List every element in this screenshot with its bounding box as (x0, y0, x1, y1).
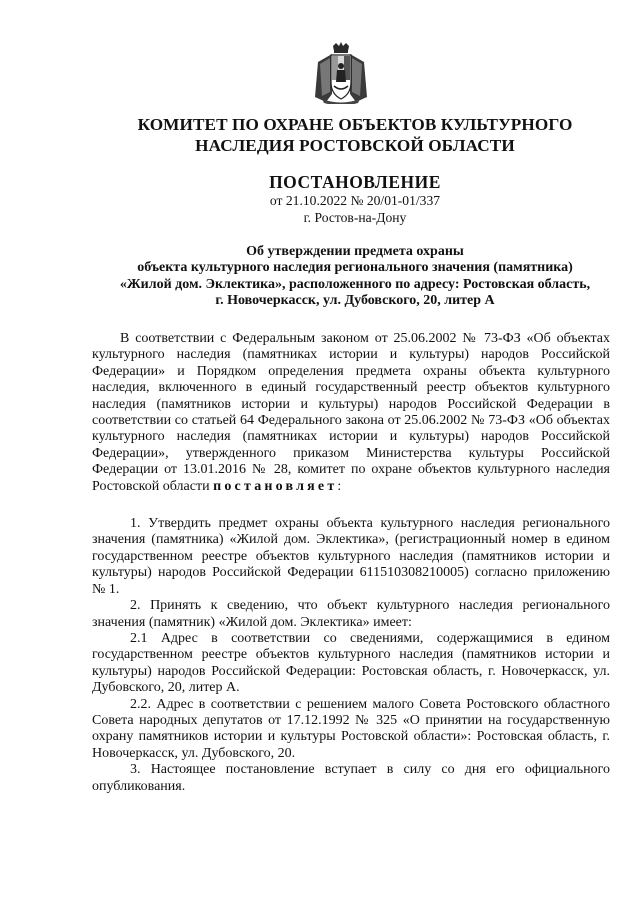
document-subject (80, 244, 630, 309)
subject-line4: г. Новочеркасск, ул. Дубовского, 20, литер А (215, 292, 495, 308)
committee-title-line2: НАСЛЕДИЯ РОСТОВСКОЙ ОБЛАСТИ (195, 136, 515, 155)
resolution-item: 2.2. Адрес в соответствии с решением малого Совета Ростовского областного Совета народных депутатов от 17.12.1992 № 325 «О принятии на государственную охрану памятников истории и культуры Ростовской области»: Ростовская область, г. Новочеркасск, ул. Дубовского, 20. (92, 696, 610, 761)
document-body (92, 331, 610, 795)
preamble-text: В соответствии с Федеральным законом от 25.06.2002 № 73-ФЗ «Об объектах культурного наследия (памятниках истории и культуры) народов Российской Федерации» и Порядком определения предмета охраны объекта культурного наследия, включенного в единый государственный реестр объектов культурного наследия (памятников истории и культуры) народов Российской Федерации в соответствии со статьей 64 Федерального закона от 25.06.2002 № 73-ФЗ «Об объектах культурного наследия (памятниках истории и культуры) народов Российской Федерации», утвержденного приказом Министерства культуры Российской Федерации от 13.01.2016 № 28, комитет по охране объектов культурного наследия Ростовской области (92, 331, 610, 494)
document-meta (80, 193, 630, 226)
subject-line1: Об утверждении предмета охраны (246, 244, 464, 259)
committee-title-line1: КОМИТЕТ ПО ОХРАНЕ ОБЪЕКТОВ КУЛЬТУРНОГО (137, 115, 573, 134)
resolution-item: 2. Принять к сведению, что объект культурного наследия регионального значения (памятник) «Жилой дом. Эклектика» имеет: (92, 598, 610, 630)
subject-line3: «Жилой дом. Эклектика», расположенного по адресу: Ростовская область, (119, 276, 591, 292)
subject-line2: объекта культурного наследия регионального значения (памятника) (137, 260, 573, 276)
resolution-items (92, 516, 610, 795)
document-type: ПОСТАНОВЛЕНИЕ (269, 172, 441, 192)
document-city: г. Ростов-на-Дону (303, 209, 407, 225)
resolves-word: постановляет (213, 478, 338, 494)
resolves-suffix: : (337, 478, 342, 494)
resolution-item: 1. Утвердить предмет охраны объекта культурного наследия регионального значения (памятника) «Жилой дом. Эклектика», (регистрационный номер в едином государственном реестре объектов культурного наследия (памятников истории и культуры) народов Российской Федерации 611510308210005) согласно приложению № 1. (92, 516, 610, 597)
resolution-item: 2.1 Адрес в соответствии со сведениями, содержащимися в едином государственном реестре объектов культурного наследия (памятников истории и культуры) народов Российской Федерации: Ростовская область, г. Новочеркасск, ул. Дубовского, 20, литер А. (92, 630, 610, 696)
rostov-region-coat-of-arms-icon (312, 42, 370, 104)
preamble-paragraph (92, 331, 610, 495)
resolution-item: 3. Настоящее постановление вступает в силу со дня его официального опубликования. (92, 762, 610, 794)
committee-title (80, 114, 630, 156)
document-date-number: от 21.10.2022 № 20/01-01/337 (269, 193, 441, 208)
